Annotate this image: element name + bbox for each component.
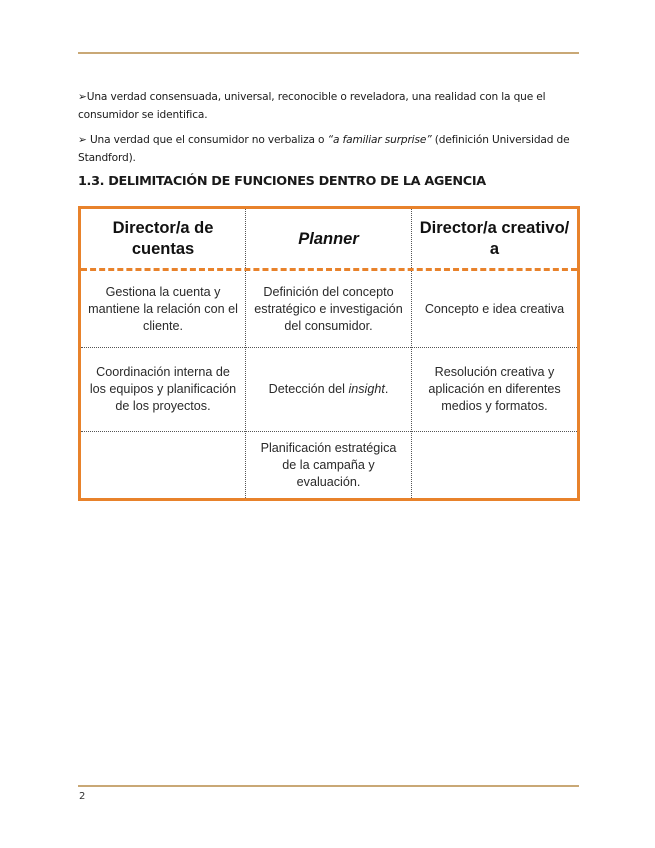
- table-cell: Gestiona la cuenta y mantiene la relación con el cliente.: [88, 284, 238, 333]
- insight-tail: .: [384, 382, 389, 396]
- table-cell-insight: [246, 348, 411, 431]
- paragraph-insight-definition-1: ➢Una verdad consensuada, universal, reconocible o reveladora, una realidad con la que el consumidor se identifica.: [78, 91, 546, 121]
- p2-suffix: (definición Universidad de Standford).: [78, 134, 570, 164]
- table-cell: Concepto e idea creativa: [424, 301, 565, 316]
- section-heading: 1.3. DELIMITACIÓN DE FUNCIONES DENTRO DE LA AGENCIA: [78, 174, 486, 189]
- table-cell: Planificación estratégica de la campaña y evaluación.: [260, 440, 397, 489]
- header-planner: Planner: [298, 229, 359, 248]
- p2-quote: “a familiar surprise”: [327, 134, 432, 146]
- table-cell-empty: [81, 432, 245, 498]
- page-number: 2: [79, 791, 86, 802]
- functions-table: [78, 206, 580, 501]
- table-cell: Resolución creativa y aplicación en diferentes medios y formatos.: [428, 365, 561, 413]
- table-cell: Coordinación interna de los equipos y planificación de los proyectos.: [89, 365, 237, 413]
- p2-prefix: ➢ Una verdad que el consumidor no verbaliza o: [78, 134, 328, 146]
- header-rule: [78, 52, 579, 54]
- table-cell: Definición del concepto estratégico e investigación del consumidor.: [254, 284, 403, 333]
- paragraph-insight-definition-2: [78, 131, 580, 167]
- table-cell-empty: [412, 432, 577, 498]
- insight-prefix: Detección del: [268, 382, 349, 396]
- insight-word: insight: [348, 382, 385, 396]
- footer-rule: [78, 785, 579, 787]
- header-director-creativo: Director/a creativo/ a: [419, 219, 570, 258]
- header-director-cuentas: Director/a de cuentas: [112, 219, 214, 258]
